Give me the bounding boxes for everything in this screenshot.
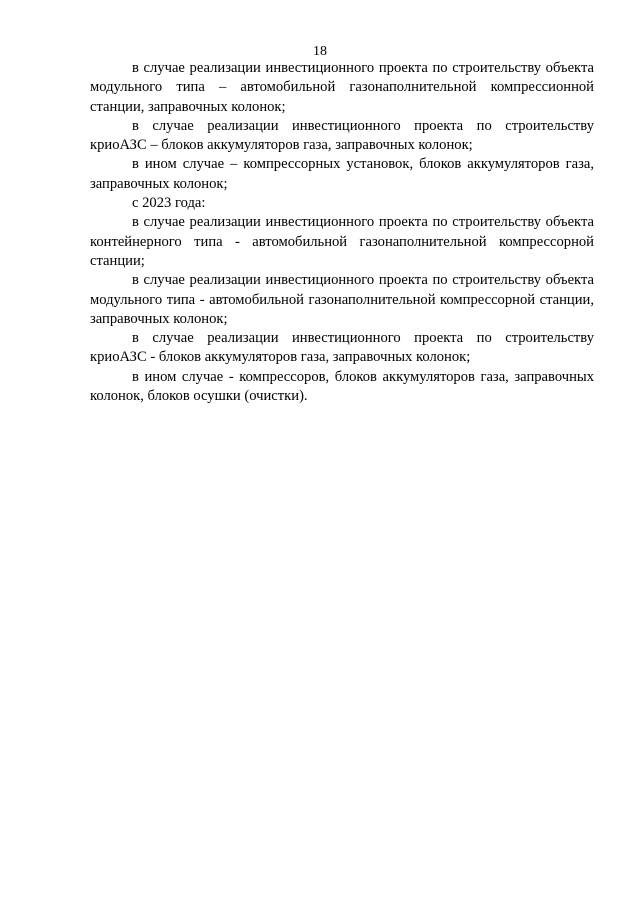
paragraph-other-2022: в ином случае – компрессорных установок, блоков аккумуляторов газа, заправочных колонок;: [90, 156, 594, 192]
paragraph-crio-2023: в случае реализации инвестиционного проекта по строительству криоАЗС - блоков аккумуляторов газа, заправочных колонок;: [90, 330, 594, 366]
document-body: [90, 59, 594, 406]
paragraph-modular-2022: в случае реализации инвестиционного проекта по строительству объекта модульного типа – автомобильной газонаполнительной компрессионной станции, заправочных колонок;: [90, 60, 594, 115]
paragraph-from-2023-heading: с 2023 года:: [132, 195, 206, 212]
paragraph-other-2023: в ином случае - компрессоров, блоков аккумуляторов газа, заправочных колонок, блоков осушки (очистки).: [90, 368, 594, 405]
page-number: 18: [313, 44, 327, 59]
paragraph-crio-2022: в случае реализации инвестиционного проекта по строительству криоАЗС – блоков аккумуляторов газа, заправочных колонок;: [90, 117, 594, 154]
paragraph-modular-2023: в случае реализации инвестиционного проекта по строительству объекта модульного типа - автомобильной газонаполнительной компрессорной станции, заправочных колонок;: [90, 272, 594, 327]
paragraph-container-2023: в случае реализации инвестиционного проекта по строительству объекта контейнерного типа - автомобильной газонаполнительной компрессорной станции;: [90, 214, 594, 269]
